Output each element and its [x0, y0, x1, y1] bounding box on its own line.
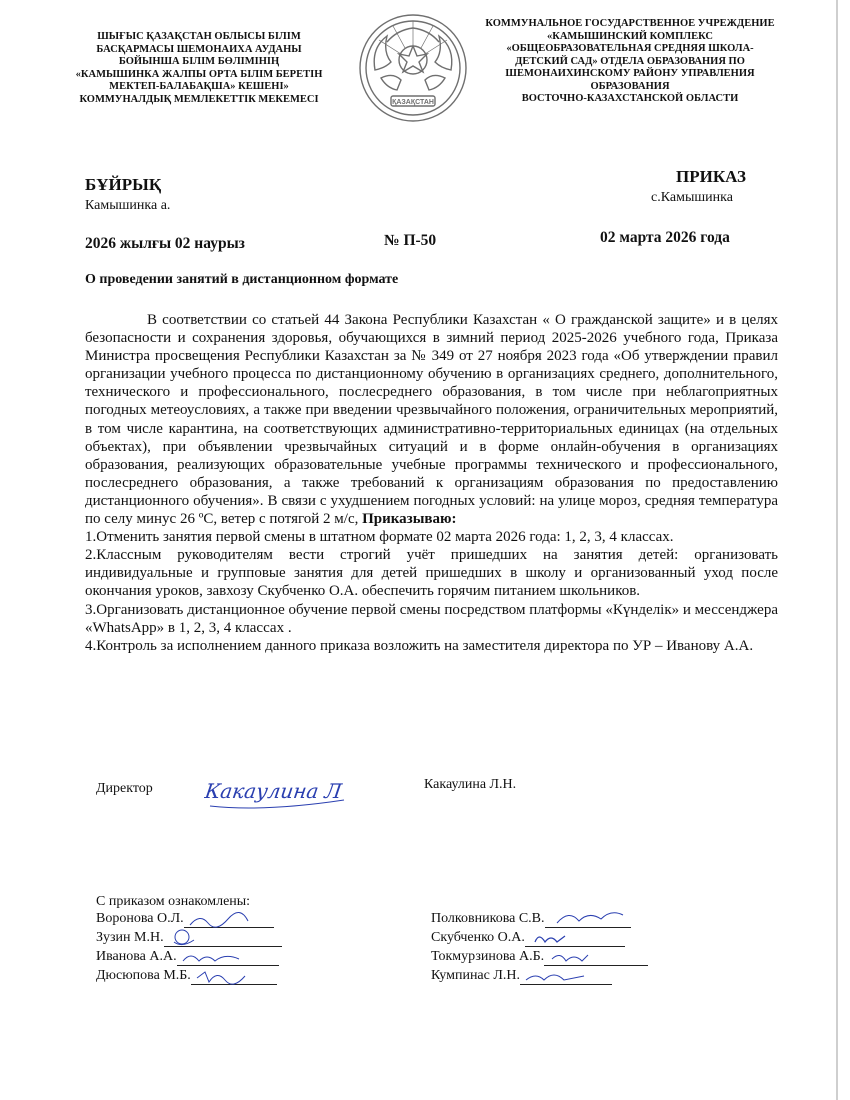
- acknowledged-left: [96, 909, 282, 985]
- director-signature-script: Какаулина Л: [204, 779, 344, 803]
- signature-line: [191, 970, 277, 985]
- header-left-kz: [56, 31, 342, 106]
- ack-name: Кумпинас Л.Н.: [431, 968, 520, 983]
- header-left-line: БАСҚАРМАСЫ ШЕМОНАИХА АУДАНЫ: [96, 43, 302, 55]
- header-left-line: КОММУНАЛДЫҚ МЕМЛЕКЕТТІК МЕКЕМЕСІ: [79, 93, 319, 105]
- order-body: [85, 311, 778, 655]
- body-item-1: 1.Отменить занятия первой смены в штатном формате 02 марта 2026 года: 1, 2, 3, 4 классах.: [85, 529, 674, 546]
- ack-name: Полковникова С.В.: [431, 911, 545, 926]
- ack-row: [96, 966, 282, 985]
- acknowledged-right: [431, 909, 648, 985]
- director-signature: [204, 770, 354, 814]
- order-date-ru: 02 марта 2026 года: [600, 229, 730, 246]
- header-right-line: «КАМЫШИНСКИЙ КОМПЛЕКС: [546, 30, 714, 42]
- ack-name: Зузин М.Н.: [96, 930, 164, 945]
- signature-line: [164, 932, 282, 947]
- signature-line: [520, 970, 612, 985]
- director-role: Директор: [96, 781, 153, 796]
- scan-edge: [836, 0, 838, 1100]
- body-item-4: 4.Контроль за исполнением данного приказа возложить на заместителя директора по УР – Иванову А.А.: [85, 637, 754, 654]
- header-left-line: «КАМЫШИНКА ЖАЛПЫ ОРТА БІЛІМ БЕРЕТІН: [75, 68, 323, 80]
- ack-row: [96, 928, 282, 947]
- ack-row: [96, 947, 282, 966]
- order-place-ru: с.Камышинка: [651, 190, 733, 205]
- acknowledgement-heading: С приказом ознакомлены:: [96, 894, 251, 909]
- signature-line: [525, 932, 625, 947]
- ack-row: [431, 966, 648, 985]
- signature-line: [545, 913, 631, 928]
- ack-name: Иванова А.А.: [96, 949, 177, 964]
- ack-row: [431, 928, 648, 947]
- order-subject: О проведении занятий в дистанционном формате: [85, 272, 399, 287]
- header-right-line: «ОБЩЕОБРАЗОВАТЕЛЬНАЯ СРЕДНЯЯ ШКОЛА-: [506, 43, 754, 54]
- ack-row: [431, 947, 648, 966]
- ack-row: [96, 909, 282, 928]
- header-right-line: ВОСТОЧНО-КАЗАХСТАНСКОЙ ОБЛАСТИ: [521, 93, 739, 104]
- signature-line: [177, 951, 279, 966]
- order-type-kz: БҰЙРЫҚ: [85, 175, 162, 194]
- signature-line: [544, 951, 648, 966]
- header-right-line: КОММУНАЛЬНОЕ ГОСУДАРСТВЕННОЕ УЧРЕЖДЕНИЕ: [485, 18, 775, 29]
- emblem-label: ҚАЗАҚСТАН: [392, 99, 434, 106]
- header-left-line: БОЙЫНША БІЛІМ БӨЛІМІНІҢ: [118, 56, 280, 67]
- order-type-ru: ПРИКАЗ: [676, 167, 746, 186]
- ack-name: Скубченко О.А.: [431, 930, 525, 945]
- ack-row: [431, 909, 648, 928]
- header-right-line: ДЕТСКИЙ САД» ОТДЕЛА ОБРАЗОВАНИЯ ПО: [515, 55, 745, 67]
- state-emblem: [357, 12, 469, 124]
- ack-name: Воронова О.Л.: [96, 911, 184, 926]
- order-date-kz: 2026 жылғы 02 наурыз: [85, 235, 245, 252]
- header-left-line: МЕКТЕП-БАЛАБАҚША» КЕШЕНІ»: [109, 81, 289, 92]
- header-right-line: ШЕМОНАИХИНСКОМУ РАЙОНУ УПРАВЛЕНИЯ: [505, 68, 755, 79]
- director-name: Какаулина Л.Н.: [424, 777, 517, 792]
- ack-name: Дюсюпова М.Б.: [96, 968, 191, 983]
- body-intro: [85, 311, 778, 528]
- body-item-3: 3.Организовать дистанционное обучение первой смены посредством платформы «Күнделік» и мессенджера «WhatsApp» в 1, 2, 3, 4 классах .: [85, 601, 778, 636]
- ack-name: Токмурзинова А.Б.: [431, 949, 545, 964]
- signature-line: [184, 913, 274, 928]
- header-right-line: ОБРАЗОВАНИЯ: [590, 80, 670, 92]
- body-item-2: 2.Классным руководителям вести строгий учёт пришедших на занятия детей: организовать индивидуальные и групповые занятия для детей пришедших в школу и организованный уход после окончания уроков, завхозу Скубченко О.А. обеспечить горячим питанием школьников.: [85, 547, 778, 600]
- body-intro-text: В соответствии со статьей 44 Закона Республики Казахстан « О гражданской защите» и в целях безопасности и сохранения здоровья, обучающихся в зимний период 2025-2026 учебного года, Приказа Министра просвещения Республики Казахстан за № 349 от 27 ноября 2023 года «Об утверждении правил организации учебного процесса по дистанционному обучению в организациях среднего, дополнительного, технического и профессионального, послесреднего образования, в том числе при неблагоприятных погодных метеоусловиях, а также при введении чрезвычайного положения, ограничительных мероприятий, в том числе карантина, на соответствующих административно-территориальных единицах (на отдельных объектах), при объявлении чрезвычайных ситуаций и в форме онлайн-обучения в организациях образования, реализующих образовательные учебные программы технического и профессионального, послесреднего образования, а также требований к организациям образования по предоставлению дистанционного обучения». В связи с ухудшением погодных условий: на улице мороз, средняя температура по селу минус 26 ºС, ветер с потягой 2 м/с,: [85, 312, 778, 528]
- header-right-ru: [470, 18, 790, 106]
- order-place-kz: Камышинка а.: [85, 198, 171, 213]
- body-intro-directive: Приказываю:: [362, 511, 457, 528]
- order-number: № П-50: [384, 232, 437, 249]
- header-left-line: ШЫҒЫС ҚАЗАҚСТАН ОБЛЫСЫ БІЛІМ: [97, 31, 301, 42]
